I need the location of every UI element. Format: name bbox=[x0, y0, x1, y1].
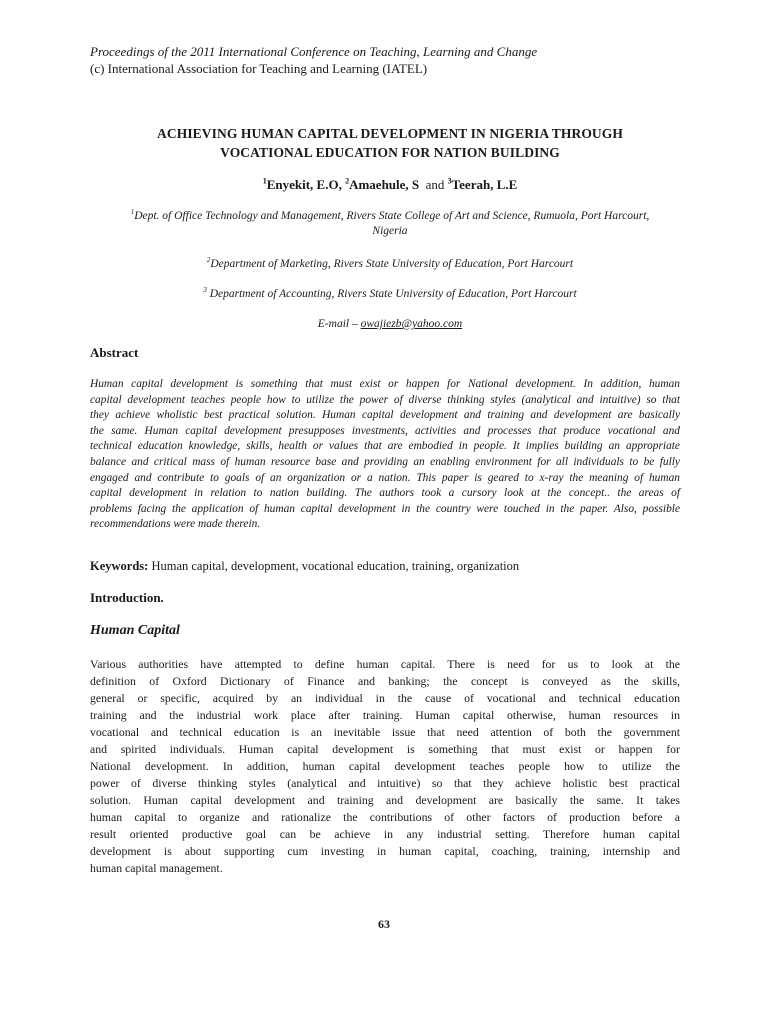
email-label: E-mail – bbox=[317, 318, 358, 330]
abstract-line: balance and critical mass of human resource base and providing an enabling environment for all individuals to be fully bbox=[90, 455, 680, 468]
body-line: human capital management. bbox=[90, 861, 223, 875]
paper-title bbox=[90, 124, 690, 162]
affiliation-marker: 3 bbox=[203, 286, 207, 295]
affiliation-marker: 1 bbox=[130, 208, 135, 217]
body-line: training and the industrial work place after training. Human capital otherwise, human resources in bbox=[90, 708, 680, 722]
abstract-text bbox=[90, 377, 680, 533]
affiliation-3 bbox=[90, 287, 690, 302]
body-line: and spirited individuals. Human capital development is something that must exist or happen for bbox=[90, 742, 680, 756]
abstract-line: engaged and contribute to goals of an organization or a nation. This paper is geared to x-ray the meaning of human bbox=[90, 471, 680, 484]
email-line bbox=[90, 317, 690, 332]
proceedings-header: Proceedings of the 2011 International Conference on Teaching, Learning and Change bbox=[90, 44, 538, 59]
page-number: 63 bbox=[378, 917, 390, 931]
author-marker: 1 bbox=[262, 176, 267, 186]
author-conjunction: and bbox=[425, 177, 445, 192]
author-name: Enyekit, E.O, bbox=[266, 177, 342, 192]
abstract-heading: Abstract bbox=[90, 345, 139, 360]
section-heading: Human Capital bbox=[90, 623, 180, 638]
abstract-line: capital development in relation to nation building. The authors took a cursory look at the concept.. the areas of bbox=[90, 487, 680, 500]
abstract-line: capital development teaches people how to utilize the power of diverse thinking styles (analytical and intuitive) so that bbox=[90, 393, 680, 406]
author-name: Amaehule, S bbox=[349, 177, 420, 192]
body-line: solution. Human capital development and training and development are basically the same. It takes bbox=[90, 793, 680, 807]
title-line: VOCATIONAL EDUCATION FOR NATION BUILDING bbox=[220, 145, 560, 160]
affiliation-text: Department of Accounting, Rivers State University of Education, Port Harcourt bbox=[209, 288, 577, 300]
body-line: definition of Oxford Dictionary of Finance and banking; the concept is conveyed as the skills, bbox=[90, 674, 680, 688]
affiliation-1 bbox=[90, 209, 690, 239]
copyright-header: (c) International Association for Teaching and Learning (IATEL) bbox=[90, 61, 428, 76]
introduction-heading: Introduction. bbox=[90, 590, 164, 605]
abstract-line: they achieve wholistic best practical solution. Human capital development and training and development are basically bbox=[90, 409, 680, 422]
title-line: ACHIEVING HUMAN CAPITAL DEVELOPMENT IN NIGERIA THROUGH bbox=[157, 126, 623, 141]
affiliation-text: Dept. of Office Technology and Management, Rivers State College of Art and Science, Rumuola, Port Harcourt, bbox=[134, 210, 650, 222]
body-line: National development. In addition, human capital development teaches people how to utilize the bbox=[90, 759, 680, 773]
keywords-label: Keywords: bbox=[90, 559, 149, 573]
body-paragraph bbox=[90, 656, 680, 877]
affiliation-text: Nigeria bbox=[372, 225, 408, 237]
affiliation-2 bbox=[90, 257, 690, 272]
affiliation-marker: 2 bbox=[206, 256, 211, 265]
body-line: power of diverse thinking styles (analytical and intuitive) so that they achieve holistic best practical bbox=[90, 776, 680, 790]
body-line: result oriented productive goal can be achieve in any industrial setting. Therefore human capital bbox=[90, 827, 680, 841]
author-marker: 3 bbox=[447, 176, 452, 186]
keywords-text: Human capital, development, vocational education, training, organization bbox=[151, 559, 520, 573]
abstract-line: technical education knowledge, skills, health or values that are embodied in people. It implies building an appropriate bbox=[90, 440, 680, 453]
affiliation-text: Department of Marketing, Rivers State University of Education, Port Harcourt bbox=[210, 258, 574, 270]
author-list bbox=[90, 177, 690, 193]
body-line: general or specific, acquired by an individual in the cause of vocational and technical education bbox=[90, 691, 680, 705]
author-marker: 2 bbox=[345, 176, 350, 186]
body-line: vocational and technical education is an inevitable issue that need attention of both the government bbox=[90, 725, 680, 739]
body-line: development is about supporting cum investing in human capital, coaching, training, internship and bbox=[90, 844, 680, 858]
abstract-line: the same. Human capital development presupposes investments, activities and processes that produce vocational and bbox=[90, 424, 680, 437]
email-link[interactable]: owajiezb@yahoo.com bbox=[360, 318, 463, 330]
abstract-line: Human capital development is something that must exist or happen for National development. In addition, human bbox=[90, 378, 680, 390]
abstract-line: recommendations were made therein. bbox=[90, 518, 261, 531]
abstract-line: problems facing the application of human capital development in the country were touched in the paper. Also, possible bbox=[90, 502, 680, 515]
body-line: Various authorities have attempted to define human capital. There is need for us to look at the bbox=[90, 657, 680, 671]
author-name: Teerah, L.E bbox=[451, 177, 518, 192]
body-line: human capital to organize and rationalize the contributions of other factors of production before a bbox=[90, 810, 680, 824]
keywords bbox=[90, 559, 519, 574]
